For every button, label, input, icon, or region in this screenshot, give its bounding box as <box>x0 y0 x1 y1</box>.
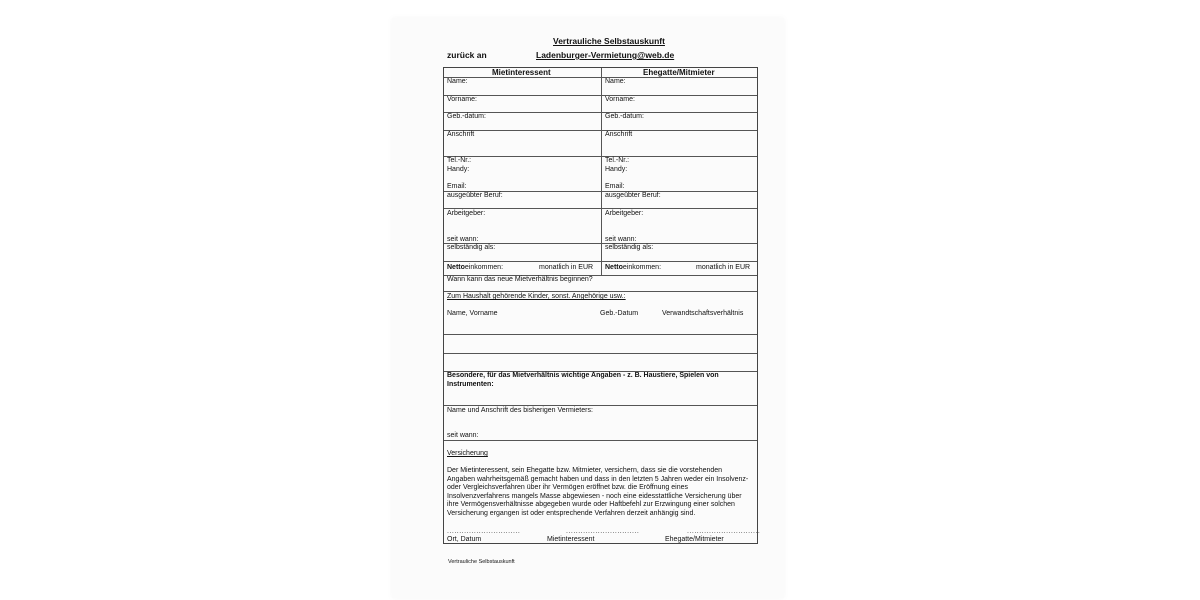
field-seitwann-left[interactable]: seit wann: <box>447 236 479 243</box>
self-disclosure-form <box>443 67 761 544</box>
field-arbeitgeber-right[interactable]: Arbeitgeber: <box>605 210 644 217</box>
netto-bold: Netto <box>447 264 465 271</box>
field-anschrift-left[interactable]: Anschrift <box>447 131 475 138</box>
versicherung-text: Der Mietinteressent, sein Ehegatte bzw. Mitmieter, versichern, dass sie die vorstehenden Angaben wahrheitsgemäß gemacht haben und dass in den letzten 5 Jahren weder ein Insolvenz- oder Vergleichsverfahren über ihr Vermögen eröffnet bzw. die Eröffnung eines Insolvenzverfahrens mangels Masse abgewiesen - noch eine eidesstattliche Versicherung über ihre Vermögensverhältnisse abgegeben wurde oder Haftbefehl zur Erzwingung einer solchen Versicherung ergangen ist oder entsprechende Verfahren derzeit anhängig sind. <box>447 467 749 517</box>
divider <box>444 440 757 441</box>
field-name-left[interactable]: Name: <box>447 78 468 85</box>
return-label: zurück an <box>447 50 487 60</box>
field-vorname-right[interactable]: Vorname: <box>605 96 635 103</box>
field-arbeitgeber-left[interactable]: Arbeitgeber: <box>447 210 486 217</box>
field-netto-right[interactable] <box>605 264 661 273</box>
column-header-left: Mietinteressent <box>492 68 551 77</box>
field-selbstaendig-left[interactable]: selbständig als: <box>447 244 496 251</box>
field-handy-right[interactable]: Handy: <box>605 166 628 173</box>
divider <box>444 130 757 131</box>
divider <box>444 112 757 113</box>
divider <box>444 291 757 292</box>
field-gebdatum-right[interactable]: Geb.-datum: <box>605 113 644 120</box>
field-vermieter[interactable]: Name und Anschrift des bisherigen Vermieters: <box>447 407 593 414</box>
signature-label-ort: Ort, Datum <box>447 536 482 543</box>
page-footer: Vertrauliche Selbstauskunft <box>448 559 515 565</box>
return-email-link[interactable]: Ladenburger-Vermietung@web.de <box>536 50 675 60</box>
column-header-right: Ehegatte/Mitmieter <box>643 68 715 77</box>
divider <box>444 95 757 96</box>
divider <box>444 353 757 354</box>
divider <box>444 208 757 209</box>
monatlich-left: monatlich in EUR <box>539 264 594 271</box>
haushalt-col-geb: Geb.-Datum <box>600 310 639 317</box>
signature-line-mietinteressent[interactable]: .............................. <box>566 528 640 535</box>
monatlich-right: monatlich in EUR <box>696 264 751 271</box>
signature-label-mietinteressent: Mietinteressent <box>547 536 595 543</box>
divider <box>444 405 757 406</box>
field-netto-left[interactable] <box>447 264 503 273</box>
field-selbstaendig-right[interactable]: selbständig als: <box>605 244 654 251</box>
netto-bold: Netto <box>605 264 623 271</box>
field-seitwann-right[interactable]: seit wann: <box>605 236 637 243</box>
field-tel-left[interactable]: Tel.-Nr.: <box>447 157 472 164</box>
field-tel-right[interactable]: Tel.-Nr.: <box>605 157 630 164</box>
field-beruf-left[interactable]: ausgeübter Beruf: <box>447 192 503 199</box>
field-handy-left[interactable]: Handy: <box>447 166 470 173</box>
haushalt-col-name: Name, Vorname <box>447 310 498 317</box>
field-vorname-left[interactable]: Vorname: <box>447 96 477 103</box>
haushalt-col-verw: Verwandtschaftsverhältnis <box>662 310 744 317</box>
haushalt-heading: Zum Haushalt gehörende Kinder, sonst. Angehörige usw.: <box>447 293 626 300</box>
versicherung-heading: Versicherung <box>447 450 488 457</box>
signature-label-ehegatte: Ehegatte/Mitmieter <box>665 536 724 543</box>
divider <box>444 156 757 157</box>
field-name-right[interactable]: Name: <box>605 78 626 85</box>
field-anschrift-right[interactable]: Anschrift <box>605 131 633 138</box>
field-vermieter-seitwann[interactable]: seit wann: <box>447 432 479 439</box>
field-email-right[interactable]: Email: <box>605 183 625 190</box>
divider <box>444 334 757 335</box>
field-mietbeginn[interactable]: Wann kann das neue Mietverhältnis beginnen? <box>447 276 593 283</box>
signature-line-ehegatte[interactable]: .............................. <box>687 528 761 535</box>
document-title: Vertrauliche Selbstauskunft <box>553 36 665 46</box>
field-email-left[interactable]: Email: <box>447 183 467 190</box>
besondere-angaben[interactable]: Besondere, für das Mietverhältnis wichtige Angaben - z. B. Haustiere, Spielen von Instrumenten: <box>447 372 719 388</box>
field-gebdatum-left[interactable]: Geb.-datum: <box>447 113 486 120</box>
divider <box>444 261 757 262</box>
netto-rest: einkommen: <box>464 264 504 271</box>
signature-line-ort[interactable]: .............................. <box>447 528 521 535</box>
netto-rest: einkommen: <box>622 264 662 271</box>
field-beruf-right[interactable]: ausgeübter Beruf: <box>605 192 661 199</box>
